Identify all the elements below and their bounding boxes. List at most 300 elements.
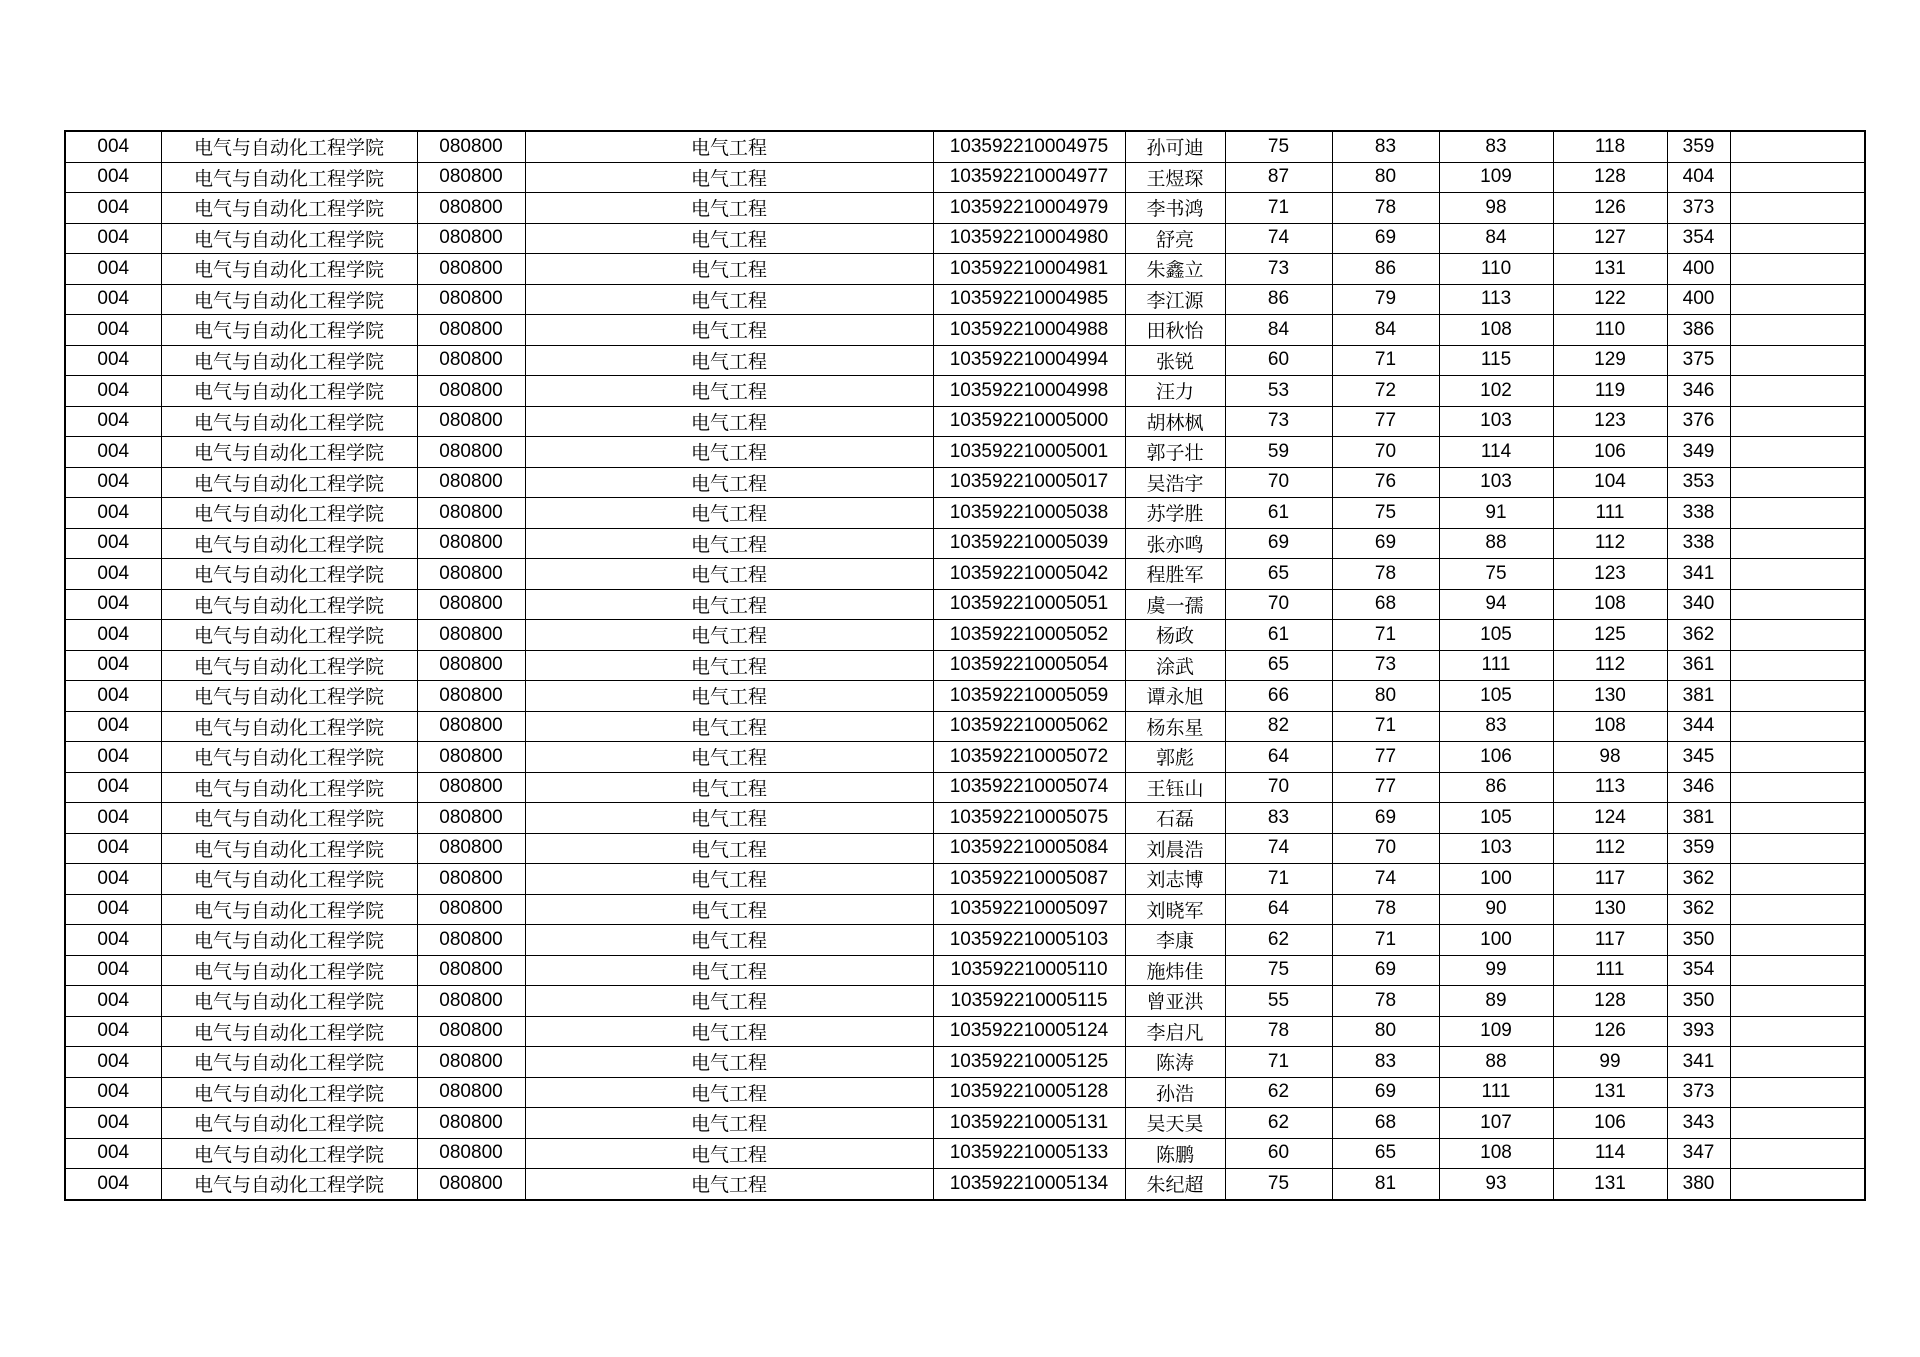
candidate-name-cell: 胡林枫 <box>1125 406 1225 437</box>
total-score-cell: 380 <box>1667 1169 1730 1200</box>
exam-number-cell: 103592210005131 <box>933 1108 1125 1139</box>
major-name-cell: 电气工程 <box>525 406 933 437</box>
note-cell <box>1730 986 1865 1017</box>
total-score-cell: 400 <box>1667 254 1730 285</box>
score-1-cell: 78 <box>1225 1016 1332 1047</box>
score-2-cell: 78 <box>1332 193 1439 224</box>
table-row <box>65 955 1865 986</box>
score-4-cell: 124 <box>1553 803 1667 834</box>
candidate-name-cell: 王煜琛 <box>1125 162 1225 193</box>
candidate-name-cell: 舒亮 <box>1125 223 1225 254</box>
score-4-cell: 108 <box>1553 711 1667 742</box>
note-cell <box>1730 345 1865 376</box>
score-1-cell: 70 <box>1225 467 1332 498</box>
college-code-cell: 004 <box>65 559 161 590</box>
college-code-cell: 004 <box>65 925 161 956</box>
table-row <box>65 345 1865 376</box>
college-name-cell: 电气与自动化工程学院 <box>161 406 417 437</box>
table-row <box>65 162 1865 193</box>
exam-number-cell: 103592210004977 <box>933 162 1125 193</box>
major-code-cell: 080800 <box>417 681 525 712</box>
score-3-cell: 84 <box>1439 223 1553 254</box>
score-1-cell: 71 <box>1225 1047 1332 1078</box>
table-row <box>65 589 1865 620</box>
candidate-name-cell: 李启凡 <box>1125 1016 1225 1047</box>
score-3-cell: 109 <box>1439 1016 1553 1047</box>
candidate-name-cell: 田秋怡 <box>1125 315 1225 346</box>
major-code-cell: 080800 <box>417 620 525 651</box>
table-row <box>65 406 1865 437</box>
score-2-cell: 72 <box>1332 376 1439 407</box>
table-row <box>65 711 1865 742</box>
major-name-cell: 电气工程 <box>525 711 933 742</box>
college-code-cell: 004 <box>65 711 161 742</box>
score-2-cell: 71 <box>1332 711 1439 742</box>
score-1-cell: 75 <box>1225 1169 1332 1200</box>
total-score-cell: 341 <box>1667 1047 1730 1078</box>
major-code-cell: 080800 <box>417 162 525 193</box>
candidate-name-cell: 施炜佳 <box>1125 955 1225 986</box>
major-code-cell: 080800 <box>417 711 525 742</box>
total-score-cell: 345 <box>1667 742 1730 773</box>
score-1-cell: 70 <box>1225 772 1332 803</box>
college-name-cell: 电气与自动化工程学院 <box>161 528 417 559</box>
score-1-cell: 82 <box>1225 711 1332 742</box>
score-3-cell: 102 <box>1439 376 1553 407</box>
college-name-cell: 电气与自动化工程学院 <box>161 559 417 590</box>
score-4-cell: 131 <box>1553 254 1667 285</box>
college-name-cell: 电气与自动化工程学院 <box>161 650 417 681</box>
score-4-cell: 106 <box>1553 1108 1667 1139</box>
table-row <box>65 833 1865 864</box>
note-cell <box>1730 833 1865 864</box>
candidate-name-cell: 张亦鸣 <box>1125 528 1225 559</box>
score-3-cell: 103 <box>1439 406 1553 437</box>
candidate-name-cell: 石磊 <box>1125 803 1225 834</box>
candidate-name-cell: 程胜军 <box>1125 559 1225 590</box>
major-code-cell: 080800 <box>417 1169 525 1200</box>
score-3-cell: 91 <box>1439 498 1553 529</box>
exam-number-cell: 103592210005103 <box>933 925 1125 956</box>
score-2-cell: 81 <box>1332 1169 1439 1200</box>
note-cell <box>1730 528 1865 559</box>
score-4-cell: 131 <box>1553 1169 1667 1200</box>
note-cell <box>1730 742 1865 773</box>
major-code-cell: 080800 <box>417 131 525 162</box>
major-name-cell: 电气工程 <box>525 650 933 681</box>
score-2-cell: 78 <box>1332 559 1439 590</box>
table-row <box>65 1108 1865 1139</box>
college-code-cell: 004 <box>65 467 161 498</box>
score-3-cell: 103 <box>1439 467 1553 498</box>
college-code-cell: 004 <box>65 528 161 559</box>
major-name-cell: 电气工程 <box>525 1016 933 1047</box>
major-code-cell: 080800 <box>417 955 525 986</box>
college-name-cell: 电气与自动化工程学院 <box>161 467 417 498</box>
note-cell <box>1730 131 1865 162</box>
major-name-cell: 电气工程 <box>525 833 933 864</box>
score-1-cell: 64 <box>1225 742 1332 773</box>
note-cell <box>1730 772 1865 803</box>
college-name-cell: 电气与自动化工程学院 <box>161 1016 417 1047</box>
candidate-name-cell: 吴浩宇 <box>1125 467 1225 498</box>
score-4-cell: 98 <box>1553 742 1667 773</box>
score-2-cell: 71 <box>1332 620 1439 651</box>
score-4-cell: 104 <box>1553 467 1667 498</box>
table-row <box>65 650 1865 681</box>
score-2-cell: 77 <box>1332 772 1439 803</box>
major-code-cell: 080800 <box>417 528 525 559</box>
score-2-cell: 75 <box>1332 498 1439 529</box>
major-code-cell: 080800 <box>417 559 525 590</box>
note-cell <box>1730 650 1865 681</box>
note-cell <box>1730 1077 1865 1108</box>
total-score-cell: 375 <box>1667 345 1730 376</box>
score-1-cell: 53 <box>1225 376 1332 407</box>
total-score-cell: 340 <box>1667 589 1730 620</box>
college-name-cell: 电气与自动化工程学院 <box>161 193 417 224</box>
score-1-cell: 87 <box>1225 162 1332 193</box>
exam-number-cell: 103592210004980 <box>933 223 1125 254</box>
total-score-cell: 393 <box>1667 1016 1730 1047</box>
major-code-cell: 080800 <box>417 223 525 254</box>
college-name-cell: 电气与自动化工程学院 <box>161 1169 417 1200</box>
note-cell <box>1730 162 1865 193</box>
table-row <box>65 376 1865 407</box>
table-row <box>65 986 1865 1017</box>
college-name-cell: 电气与自动化工程学院 <box>161 1077 417 1108</box>
table-row <box>65 681 1865 712</box>
table-row <box>65 131 1865 162</box>
score-2-cell: 69 <box>1332 955 1439 986</box>
score-4-cell: 129 <box>1553 345 1667 376</box>
total-score-cell: 349 <box>1667 437 1730 468</box>
college-name-cell: 电气与自动化工程学院 <box>161 1138 417 1169</box>
college-name-cell: 电气与自动化工程学院 <box>161 803 417 834</box>
score-3-cell: 106 <box>1439 742 1553 773</box>
note-cell <box>1730 864 1865 895</box>
major-name-cell: 电气工程 <box>525 162 933 193</box>
score-3-cell: 88 <box>1439 1047 1553 1078</box>
score-3-cell: 105 <box>1439 620 1553 651</box>
college-name-cell: 电气与自动化工程学院 <box>161 620 417 651</box>
total-score-cell: 359 <box>1667 131 1730 162</box>
score-4-cell: 130 <box>1553 681 1667 712</box>
score-2-cell: 77 <box>1332 406 1439 437</box>
table-row <box>65 772 1865 803</box>
score-3-cell: 114 <box>1439 437 1553 468</box>
exam-number-cell: 103592210005001 <box>933 437 1125 468</box>
major-name-cell: 电气工程 <box>525 986 933 1017</box>
exam-number-cell: 103592210005128 <box>933 1077 1125 1108</box>
major-code-cell: 080800 <box>417 376 525 407</box>
score-4-cell: 123 <box>1553 406 1667 437</box>
total-score-cell: 354 <box>1667 223 1730 254</box>
college-code-cell: 004 <box>65 376 161 407</box>
table-body <box>65 131 1865 1200</box>
table-row <box>65 803 1865 834</box>
total-score-cell: 386 <box>1667 315 1730 346</box>
candidate-name-cell: 吴天昊 <box>1125 1108 1225 1139</box>
score-2-cell: 70 <box>1332 437 1439 468</box>
table-row <box>65 315 1865 346</box>
major-code-cell: 080800 <box>417 833 525 864</box>
score-3-cell: 105 <box>1439 803 1553 834</box>
college-code-cell: 004 <box>65 742 161 773</box>
major-code-cell: 080800 <box>417 1077 525 1108</box>
college-name-cell: 电气与自动化工程学院 <box>161 437 417 468</box>
candidate-name-cell: 刘志博 <box>1125 864 1225 895</box>
score-2-cell: 83 <box>1332 131 1439 162</box>
exam-number-cell: 103592210005084 <box>933 833 1125 864</box>
exam-number-cell: 103592210005087 <box>933 864 1125 895</box>
major-name-cell: 电气工程 <box>525 620 933 651</box>
score-1-cell: 61 <box>1225 620 1332 651</box>
candidate-name-cell: 虞一孺 <box>1125 589 1225 620</box>
score-2-cell: 79 <box>1332 284 1439 315</box>
score-3-cell: 83 <box>1439 131 1553 162</box>
exam-number-cell: 103592210005054 <box>933 650 1125 681</box>
note-cell <box>1730 467 1865 498</box>
score-3-cell: 99 <box>1439 955 1553 986</box>
note-cell <box>1730 437 1865 468</box>
score-4-cell: 117 <box>1553 925 1667 956</box>
score-2-cell: 70 <box>1332 833 1439 864</box>
score-2-cell: 78 <box>1332 986 1439 1017</box>
exam-number-cell: 103592210005017 <box>933 467 1125 498</box>
college-name-cell: 电气与自动化工程学院 <box>161 254 417 285</box>
major-name-cell: 电气工程 <box>525 772 933 803</box>
college-code-cell: 004 <box>65 772 161 803</box>
candidate-name-cell: 孙可迪 <box>1125 131 1225 162</box>
major-name-cell: 电气工程 <box>525 955 933 986</box>
major-code-cell: 080800 <box>417 315 525 346</box>
score-2-cell: 83 <box>1332 1047 1439 1078</box>
exam-number-cell: 103592210005000 <box>933 406 1125 437</box>
table-row <box>65 1047 1865 1078</box>
score-3-cell: 89 <box>1439 986 1553 1017</box>
candidate-name-cell: 刘晓军 <box>1125 894 1225 925</box>
score-3-cell: 75 <box>1439 559 1553 590</box>
major-code-cell: 080800 <box>417 467 525 498</box>
major-name-cell: 电气工程 <box>525 1077 933 1108</box>
major-code-cell: 080800 <box>417 498 525 529</box>
note-cell <box>1730 1047 1865 1078</box>
score-4-cell: 131 <box>1553 1077 1667 1108</box>
total-score-cell: 350 <box>1667 986 1730 1017</box>
score-4-cell: 128 <box>1553 986 1667 1017</box>
major-name-cell: 电气工程 <box>525 803 933 834</box>
total-score-cell: 362 <box>1667 864 1730 895</box>
major-name-cell: 电气工程 <box>525 223 933 254</box>
major-name-cell: 电气工程 <box>525 437 933 468</box>
college-name-cell: 电气与自动化工程学院 <box>161 742 417 773</box>
exam-number-cell: 103592210005124 <box>933 1016 1125 1047</box>
score-3-cell: 88 <box>1439 528 1553 559</box>
major-name-cell: 电气工程 <box>525 559 933 590</box>
score-2-cell: 80 <box>1332 1016 1439 1047</box>
score-4-cell: 112 <box>1553 833 1667 864</box>
score-3-cell: 108 <box>1439 1138 1553 1169</box>
score-1-cell: 61 <box>1225 498 1332 529</box>
major-code-cell: 080800 <box>417 284 525 315</box>
exam-number-cell: 103592210004988 <box>933 315 1125 346</box>
score-table <box>64 130 1866 1201</box>
score-2-cell: 69 <box>1332 528 1439 559</box>
total-score-cell: 381 <box>1667 803 1730 834</box>
score-4-cell: 111 <box>1553 955 1667 986</box>
score-2-cell: 68 <box>1332 1108 1439 1139</box>
college-code-cell: 004 <box>65 284 161 315</box>
candidate-name-cell: 谭永旭 <box>1125 681 1225 712</box>
table-row <box>65 528 1865 559</box>
exam-number-cell: 103592210005062 <box>933 711 1125 742</box>
college-name-cell: 电气与自动化工程学院 <box>161 498 417 529</box>
score-1-cell: 66 <box>1225 681 1332 712</box>
major-name-cell: 电气工程 <box>525 376 933 407</box>
college-code-cell: 004 <box>65 681 161 712</box>
score-3-cell: 100 <box>1439 864 1553 895</box>
college-code-cell: 004 <box>65 1077 161 1108</box>
score-4-cell: 126 <box>1553 1016 1667 1047</box>
college-name-cell: 电气与自动化工程学院 <box>161 589 417 620</box>
exam-number-cell: 103592210005133 <box>933 1138 1125 1169</box>
score-2-cell: 74 <box>1332 864 1439 895</box>
total-score-cell: 362 <box>1667 620 1730 651</box>
score-1-cell: 60 <box>1225 345 1332 376</box>
score-4-cell: 118 <box>1553 131 1667 162</box>
college-name-cell: 电气与自动化工程学院 <box>161 955 417 986</box>
major-code-cell: 080800 <box>417 1016 525 1047</box>
college-name-cell: 电气与自动化工程学院 <box>161 345 417 376</box>
note-cell <box>1730 681 1865 712</box>
score-4-cell: 125 <box>1553 620 1667 651</box>
major-name-cell: 电气工程 <box>525 925 933 956</box>
total-score-cell: 400 <box>1667 284 1730 315</box>
score-3-cell: 111 <box>1439 1077 1553 1108</box>
major-name-cell: 电气工程 <box>525 528 933 559</box>
score-1-cell: 62 <box>1225 925 1332 956</box>
college-code-cell: 004 <box>65 894 161 925</box>
score-1-cell: 84 <box>1225 315 1332 346</box>
candidate-name-cell: 孙浩 <box>1125 1077 1225 1108</box>
college-name-cell: 电气与自动化工程学院 <box>161 833 417 864</box>
total-score-cell: 381 <box>1667 681 1730 712</box>
score-3-cell: 107 <box>1439 1108 1553 1139</box>
total-score-cell: 376 <box>1667 406 1730 437</box>
score-3-cell: 86 <box>1439 772 1553 803</box>
candidate-name-cell: 李江源 <box>1125 284 1225 315</box>
college-code-cell: 004 <box>65 955 161 986</box>
total-score-cell: 344 <box>1667 711 1730 742</box>
score-4-cell: 113 <box>1553 772 1667 803</box>
note-cell <box>1730 315 1865 346</box>
total-score-cell: 338 <box>1667 528 1730 559</box>
major-code-cell: 080800 <box>417 925 525 956</box>
major-name-cell: 电气工程 <box>525 467 933 498</box>
score-1-cell: 71 <box>1225 864 1332 895</box>
college-code-cell: 004 <box>65 406 161 437</box>
note-cell <box>1730 1138 1865 1169</box>
total-score-cell: 350 <box>1667 925 1730 956</box>
score-2-cell: 78 <box>1332 894 1439 925</box>
note-cell <box>1730 193 1865 224</box>
college-name-cell: 电气与自动化工程学院 <box>161 284 417 315</box>
college-code-cell: 004 <box>65 131 161 162</box>
exam-number-cell: 103592210005051 <box>933 589 1125 620</box>
note-cell <box>1730 589 1865 620</box>
total-score-cell: 346 <box>1667 376 1730 407</box>
score-1-cell: 74 <box>1225 833 1332 864</box>
college-code-cell: 004 <box>65 1108 161 1139</box>
exam-number-cell: 103592210005097 <box>933 894 1125 925</box>
score-2-cell: 69 <box>1332 1077 1439 1108</box>
note-cell <box>1730 559 1865 590</box>
score-4-cell: 106 <box>1553 437 1667 468</box>
score-3-cell: 98 <box>1439 193 1553 224</box>
candidate-name-cell: 朱鑫立 <box>1125 254 1225 285</box>
table-row <box>65 437 1865 468</box>
exam-number-cell: 103592210004998 <box>933 376 1125 407</box>
college-code-cell: 004 <box>65 193 161 224</box>
score-1-cell: 70 <box>1225 589 1332 620</box>
score-3-cell: 115 <box>1439 345 1553 376</box>
total-score-cell: 338 <box>1667 498 1730 529</box>
college-code-cell: 004 <box>65 498 161 529</box>
exam-number-cell: 103592210005115 <box>933 986 1125 1017</box>
major-name-cell: 电气工程 <box>525 193 933 224</box>
score-3-cell: 110 <box>1439 254 1553 285</box>
note-cell <box>1730 955 1865 986</box>
major-code-cell: 080800 <box>417 1138 525 1169</box>
college-name-cell: 电气与自动化工程学院 <box>161 681 417 712</box>
total-score-cell: 353 <box>1667 467 1730 498</box>
candidate-name-cell: 李康 <box>1125 925 1225 956</box>
college-name-cell: 电气与自动化工程学院 <box>161 1047 417 1078</box>
exam-number-cell: 103592210005052 <box>933 620 1125 651</box>
score-4-cell: 123 <box>1553 559 1667 590</box>
college-code-cell: 004 <box>65 864 161 895</box>
table-row <box>65 223 1865 254</box>
candidate-name-cell: 杨政 <box>1125 620 1225 651</box>
total-score-cell: 373 <box>1667 1077 1730 1108</box>
score-2-cell: 68 <box>1332 589 1439 620</box>
total-score-cell: 373 <box>1667 193 1730 224</box>
table-row <box>65 1138 1865 1169</box>
score-2-cell: 77 <box>1332 742 1439 773</box>
total-score-cell: 361 <box>1667 650 1730 681</box>
table-row <box>65 620 1865 651</box>
note-cell <box>1730 284 1865 315</box>
college-code-cell: 004 <box>65 650 161 681</box>
college-name-cell: 电气与自动化工程学院 <box>161 376 417 407</box>
score-2-cell: 65 <box>1332 1138 1439 1169</box>
score-3-cell: 109 <box>1439 162 1553 193</box>
college-name-cell: 电气与自动化工程学院 <box>161 711 417 742</box>
major-code-cell: 080800 <box>417 589 525 620</box>
exam-number-cell: 103592210005038 <box>933 498 1125 529</box>
college-name-cell: 电气与自动化工程学院 <box>161 772 417 803</box>
note-cell <box>1730 894 1865 925</box>
exam-number-cell: 103592210005039 <box>933 528 1125 559</box>
major-code-cell: 080800 <box>417 345 525 376</box>
total-score-cell: 354 <box>1667 955 1730 986</box>
candidate-name-cell: 张锐 <box>1125 345 1225 376</box>
table-row <box>65 284 1865 315</box>
major-code-cell: 080800 <box>417 986 525 1017</box>
major-name-cell: 电气工程 <box>525 589 933 620</box>
candidate-name-cell: 刘晨浩 <box>1125 833 1225 864</box>
